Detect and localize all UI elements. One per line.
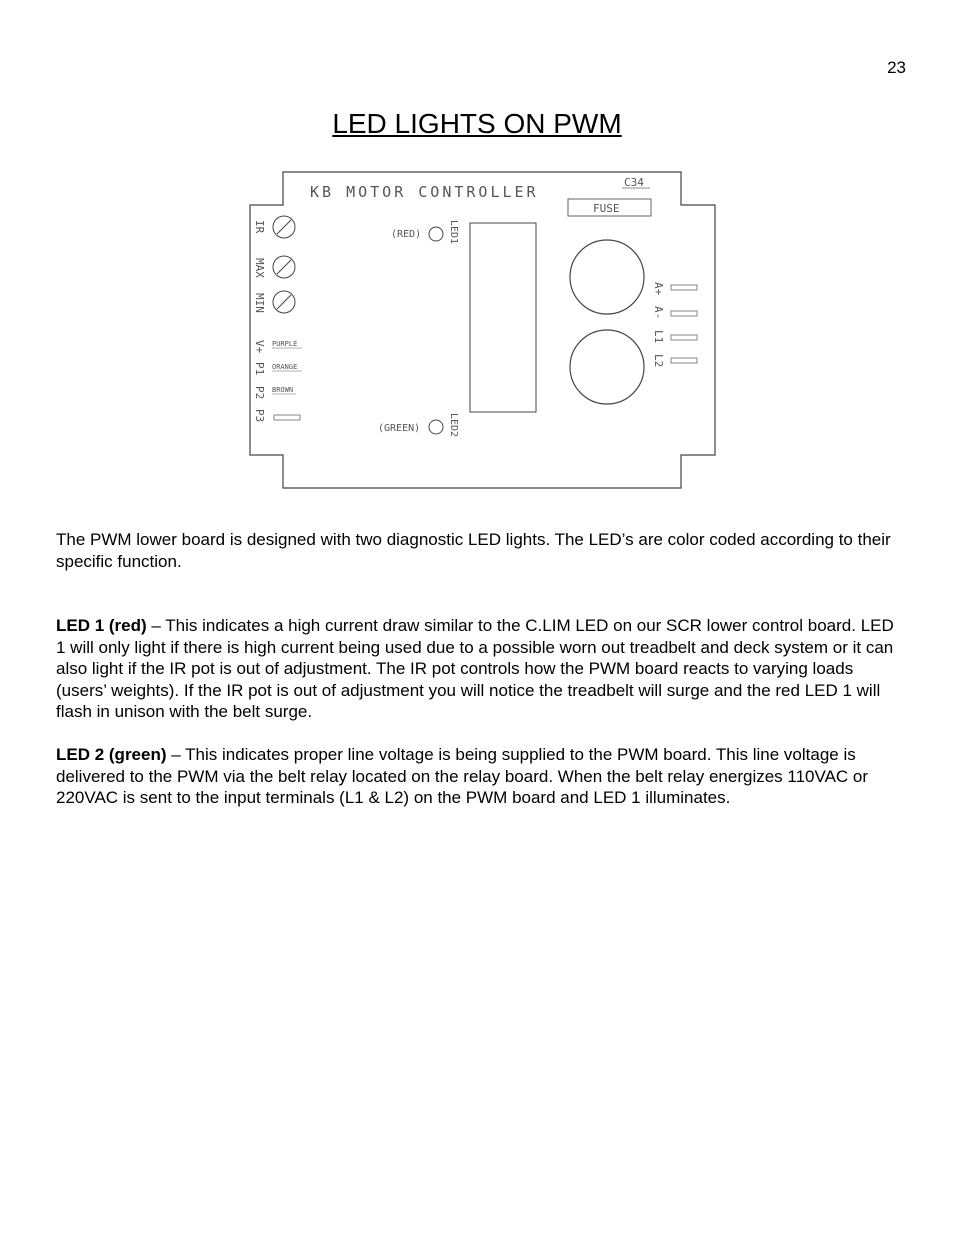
terminal-label-vplus: V+ (253, 340, 266, 354)
terminal-aplus-connector (671, 285, 697, 290)
pot-min (273, 291, 295, 313)
terminal-label-aminus: A- (652, 306, 665, 320)
led1-color-label: (RED) (391, 229, 422, 240)
led2-description: – This indicates proper line voltage is being supplied to the PWM board. This line voltage is delivered to the PWM via the belt relay located on the relay board. When the belt relay energizes 110VAC or 220VAC is sent to the input terminals (L1 & L2) on the PWM board and LED 1 illuminates. (56, 745, 869, 807)
pot-label-max: MAX (253, 258, 266, 278)
led1-description: – This indicates a high current draw similar to the C.LIM LED on our SCR lower control board. LED 1 will only light if there is high current being used due to a possible worn out treadbelt and deck system or it can also light if the IR pot is out of adjustment. The IR pot controls how the PWM board reacts to varying loads (users’ weights). If the IR pot is out of adjustment you will notice the treadbelt will surge and the red LED 1 will flash in unison with the belt surge. (56, 616, 894, 721)
board-outline (250, 172, 715, 488)
terminal-label-aplus: A+ (652, 282, 665, 296)
board-title: KB MOTOR CONTROLLER (310, 183, 539, 201)
wire-label-brown: BROWN (272, 386, 294, 394)
led1-paragraph (56, 615, 904, 723)
terminal-label-p2: P2 (253, 386, 266, 400)
pot-ir (273, 216, 295, 238)
led1-label: LED1 (448, 220, 459, 245)
wire-label-orange: ORANGE (272, 363, 298, 371)
terminal-label-p3: P3 (253, 409, 266, 423)
led2 (429, 420, 443, 434)
center-component (470, 223, 536, 412)
led2-label: LED2 (448, 413, 459, 438)
terminal-label-l1: L1 (652, 330, 665, 344)
led2-paragraph (56, 744, 904, 809)
led1-heading: LED 1 (red) (56, 616, 147, 635)
pot-label-ir: IR (253, 220, 266, 234)
terminal-l1-connector (671, 335, 697, 340)
wire-label-purple: PURPLE (272, 340, 298, 348)
page-title: LED LIGHTS ON PWM (332, 108, 622, 139)
led2-heading: LED 2 (green) (56, 745, 167, 764)
terminal-l2-connector (671, 358, 697, 363)
fuse-label: FUSE (593, 202, 620, 215)
terminal-label-l2: L2 (652, 354, 665, 368)
intro-paragraph: The PWM lower board is designed with two diagnostic LED lights. The LED’s are color coded according to their specific function. (56, 530, 891, 571)
terminal-p3-connector (274, 415, 300, 420)
part-label: C34 (624, 176, 644, 189)
pwm-board-diagram (248, 170, 716, 490)
led2-color-label: (GREEN) (378, 423, 421, 434)
capacitor-top (570, 240, 644, 314)
capacitor-bottom (570, 330, 644, 404)
page-number: 23 (887, 58, 906, 77)
terminal-label-p1: P1 (253, 362, 266, 376)
pot-label-min: MIN (253, 293, 266, 313)
led1 (429, 227, 443, 241)
terminal-aminus-connector (671, 311, 697, 316)
pot-max (273, 256, 295, 278)
